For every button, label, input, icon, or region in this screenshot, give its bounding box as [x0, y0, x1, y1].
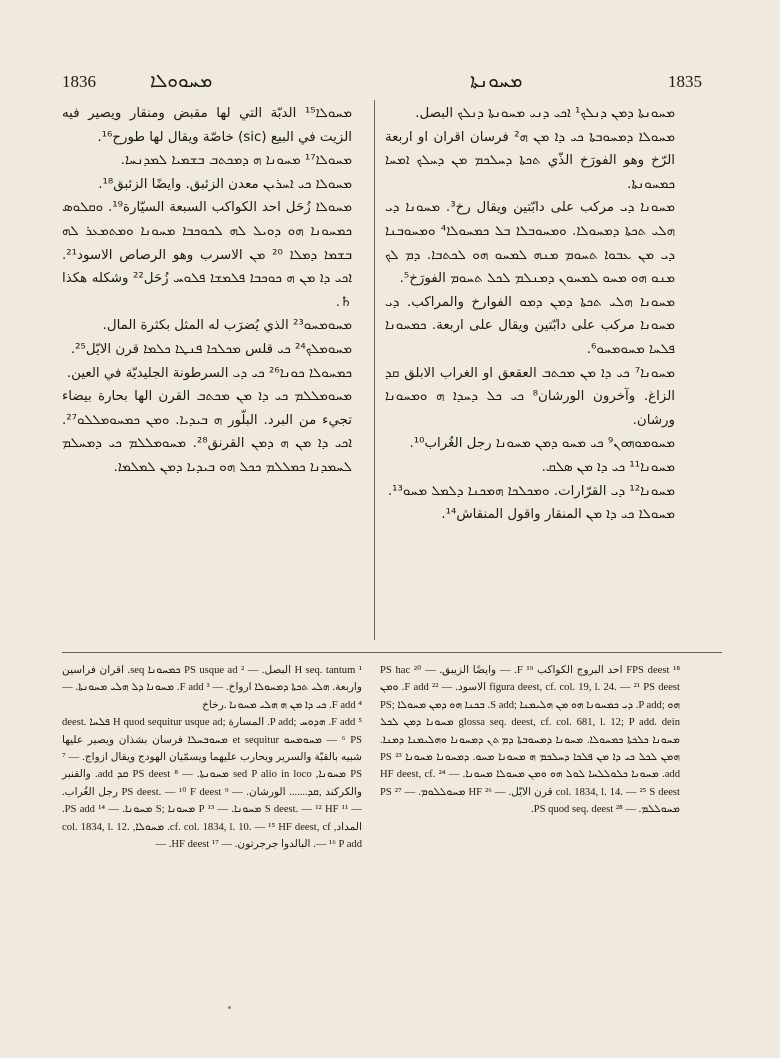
entry: ܡܚܘܡܠܟ²⁴ ܟܝ قلس ܡܟܠܟܐ ܦܢܛܐ ܟܠܡܐ قرن الايّل²⁵.	[70, 341, 352, 357]
entry: ܡܚܘܠܐ¹⁷ ܡܚܘܢܐ ܗ ܕܡܟܬܒ ܒܫܡܝܐ ܠܡܕܢܚܐ.	[120, 153, 352, 169]
entry: ܡܚܘܡܘܗܘܢ⁹ ܟܝ ܡܚܘ ܕܡܢ ܡܚܘܢܐ رجل الغُراب¹⁰.	[409, 436, 675, 452]
right-column	[385, 102, 675, 527]
entry: ܡܚܘܢܐ¹² ܕܝ القرّارات. ܘܡܟܠܟܐ ܗܡܟܢܐ ܕܠܡܠ ܡܚܘ¹³.	[387, 483, 675, 499]
entry: ܡܚܘܠܐ زُحَل احد الكواكب السبعة السيّارة¹⁹. ܘܩܠܘܣ ܟܡܚܘܢܐ ܗܘ ܕܘܝܠ ܠܗ ܠܟܘܟܒܐ ܡܚܘܢܐ ܘܡܬܡܥܪ ܠܗ ܒܫܡܐ ܕܡܠܐ ²⁰ ܡܢ الاسرب وهو الرصاص الاسود²¹. ܐܟܝ ܕܐ ܡܢ ܗ ܟܘܟܒܐ ܦܠܡܫܐ ܦܠܘܚ زُحَل²² وشكله هكذا ♄.	[62, 200, 352, 310]
footnotes-right	[380, 662, 680, 819]
footnote-block: ¹⁸ FPS deest احد البروج الكواكب ¹⁹ F. — وايضًا الزيبق. — ²⁰ PS hac figura deest, cf. col. 19, l. 24. — ²¹ PS deest الاسود. — ²² F add. ܘܡܢ ܗܘ ;P add. ܕܝ ܟܡܚܘܢܐ ܗܘ ܡܢ ܗܠܝܡܢܐ ;S add. ܒܟܢܐ ܗܘ ܕܡܢ ܡܚܘܠܐ ;PS glossa seq. deest, cf. col. 681, l. 12; P add. dein ܡܚܘܢܐ ܕܡܢ ܠܟܠ ܡܚܘܢܐ ܟܠܟܬܐ ܟܡܚܘܠܐ. ܡܚܘܢܐ ܕܡܚܘܒܬܐ ܕܡ ܬܢ ܕܡܚܘܢܐ ܘܗܠܝܡܢܐ ܕܡܢܐ. ܗܡܢ ܠܟܠ ܟܝ ܕܐ ܡܢ ܦܠܟܐ ܕܚܠܟܡ ܗ ܡܚܘܢܐ ܡܚܘ. ܕܡܚܘܢܐ ܡܚܘܢܐ ²³ PS add. ܡܚܘܢܐ ܟܠܘܠܠܚܐ ܠܘܠ ܗܘ ܘܡܢ ܡܚܘܠܐ ܡܚܘܢܐ. — ²⁴ HF deest, cf. col. 1834, l. 14. — ²⁵ S deest قرن الايّل. — ²⁶ HF ܡܚܘܠܠܘܡ. — ²⁷ PS ܡܚܘܠܠܡ. — ²⁸ PS quod seq. deest.	[380, 665, 681, 816]
entry: ܡܚܘܢܬܐ ܕܡܢ ܕܢܠܟ¹ ܐܟܝ ܕܢܝ ܡܚܘܢܬܐ ܕܢܠܟ البصل.	[415, 106, 675, 121]
paper-speck	[228, 1006, 231, 1009]
entry: ܡܚܘܢܐ ܗܠܝ ܬܟܬܐ ܕܡܢ ܕܡܘ الفوارخ والمراكب. ܕܝ ܡܚܘܢܐ مركب على دابّتين ويقال على اربعة. ܟܡܚܘܢܐ ܦܠܚܐ ܡܚܘܡܚܘ⁶.	[385, 294, 675, 357]
entry: ܡܚܘܢܐ⁷ ܟܝ ܕܐ ܡܢ ܡܟܬܒ العقعق او الغراب الابلق ܩܕ الزاغ. وآخرون الورشان⁸ ܟܝ ܟܠ ܕܚܕܐ ܗ ܘܡܚܘܢܐ ورشان.	[385, 365, 675, 428]
running-head-left: ܡܚܘܘܠܐ	[150, 70, 213, 92]
entry: ܡܚܘܢܐ¹¹ ܟܝ ܕܐ ܡܢ ܣܠܩ.	[541, 459, 675, 475]
footnote-rule	[62, 652, 722, 653]
entry: ܡܚܘܠܐ¹⁵ الدبّة التي لها مقبض ومنقار ويصير فيه الزيت في البيع (sic) خاصّة ويقال لها طورح¹⁶.	[62, 106, 352, 145]
page-number-left: 1836	[62, 72, 96, 91]
footnote-block: ⁵ F add. ܗܕܘܚ ;P add. المسارة ;H quod sequitur usque ad ܦܠܚܐ deest. — ⁶ PS ܡܚܘܡܚܘ et sequitur ܡܚܘܒܚܠܐ فرسان بشذان ويصير عليها شبيه بالقبّة والسرير ويحارب عليهما ويسمّيان الهودج ويقال ازواج. — ⁷ PS ܡܚܘܢܐ, sed P alio in loco ܡܚܘܢܬܐ. — ⁸ PS deest ܩܕ add. والقنبر والكركند ,ܩܕ....... الورشان. — ⁹ PS deest. — ¹⁰ F deest رجل الغُراب. — ¹¹ S deest. — ¹² HF ܡܚܘܢܐ. — ¹³ P ܡܚܘܢܐ ;S ܡܚܘܢܐ. — ¹⁴ PS add. المداد, cf. col. 1834, l. 10. — ¹⁵ HF deest, cf. ܡܚܘܠܐ, col. 1834, l. 12. — ¹⁶ P add. البالدوا جرجرتون. — ¹⁷ HF deest. —	[62, 717, 363, 851]
entry: ܡܚܘܡܠܠܡ ܟܝ ܕܐ ܡܢ ܡܟܬܒ القرن الها بحارة بيضاء تجيء من البرد. البلّور ܗ ܒܝܕܝܐ. ܘܡܢ ܟܡܚܘܡܠܠܘ²⁷. ܐܟܝ ܕܐ ܡܢ ܗ ܕܡܢ القرنق²⁸. ܡܚܘܡܠܠܡ ܟܝ ܕܡܚܠܡ ܠܚܡܕܢܐ ܟܡܠܠܡ ܟܟܠ ܗܘ ܒܝܕܝܐ ܕܡܢ ܠܡܠܡܐ.	[62, 389, 352, 475]
running-head-right: ܡܚܘܢܬܐ	[470, 70, 523, 92]
footnote-block: ¹ H seq. tantum البصل. — ² PS usque ad ܟܡܚܘܢܐ seq. اقران فراسين واربعة. ܗܠܝ ܬܟܬܐ ܕܡܚܘܠܐ ارواخ. — ³ F add. ܡܚܘܢܐ ܕܠ ܗܠܝ ܡܚܘܢܬܐ. — ⁴ F add. ܟܝ ܕܐ ܡܢ ܗ ܗܠܝ ܡܚܘܢܐ .رخاخ	[62, 665, 362, 711]
entry: ܡܚܘܡܚܘ²³ الذي يُضرَب له المثل بكثرة المال.	[102, 318, 352, 334]
left-column	[62, 102, 352, 480]
page-number-right: 1835	[668, 72, 702, 91]
footnotes-left	[62, 662, 362, 853]
entry: ܟܡܚܘܠܐ ܟܘܢܐ²⁶ ܟܝ ܕܝ السرطونة الجليديّة في العين.	[66, 365, 352, 381]
entry: ܡܚܘܠܐ ܕܡܚܘܒܬܐ ܟܝ ܕܐ ܡܢ ܗ² فرسان اقران او اربعة الرّخ وهو الفورَخ الذّي ܬܟܬܐ ܕܚܠܟܡ ܡܢ ܕܚܠܟ ܐܡܚܐ ܟܡܚܘܢܬܐ.	[385, 129, 675, 192]
entry: ܡܚܘܠܐ ܟܝ ܕܐ ܡܢ المنقار واقول المنقاش¹⁴.	[441, 507, 675, 523]
column-divider	[374, 100, 375, 640]
entry: ܡܚܘܠܐ ܟܝ ܐܚܪܝܢ معدن الزئبق. وايضًا الزئبق¹⁸.	[98, 176, 352, 192]
entry: ܡܚܘܢܐ ܕܝ مركب على دابّتين ويقال رخ³. ܡܚܘܢܐ ܕܝ ܗܠܝ ܬܟܬܐ ܕܡܚܘܠܐ. ܘܡܚܘܒܠܐ ܒܠ ܟܡܚܘܠܐ⁴ ܘܡܚܘܒܢܐ ܕܝ ܡܢ ܥܒܘܐ ܬܚܘܡ ܡܢܗ ܠܡܚܘ ܗܘ ܠܟܬܒܐ. ܕܡ ܠܟ ܡܢܘ ܗܘ ܡܚܘ ܠܡܚܘܢ ܕܡܢܠܡ ܠܟܠ ܬܚܘܡ الفورَخ⁵.	[385, 200, 675, 287]
